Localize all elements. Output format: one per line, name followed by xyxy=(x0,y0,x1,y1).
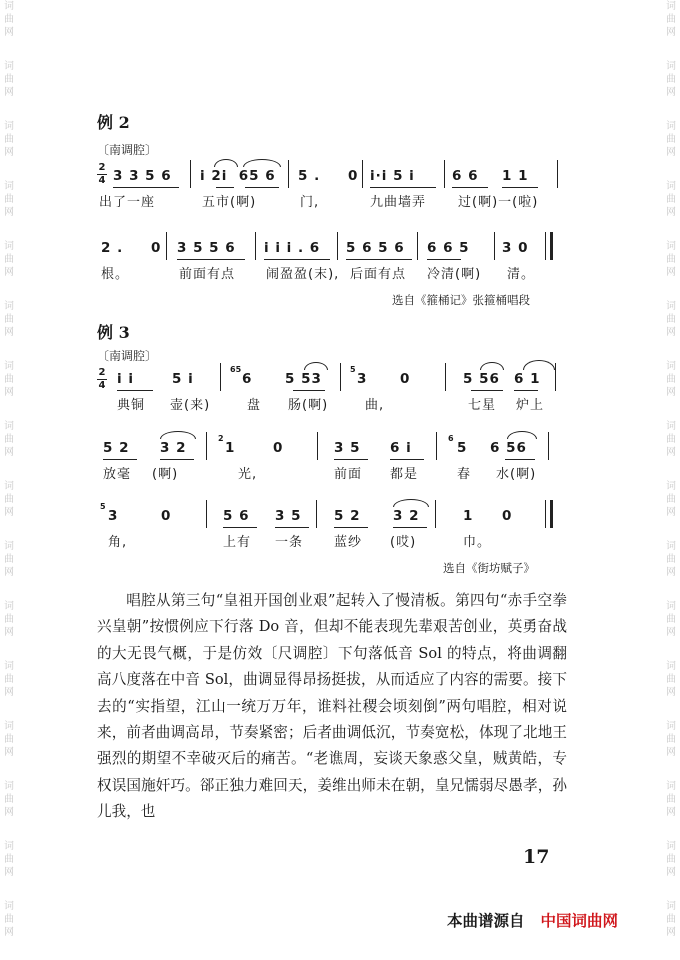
lyric-text: 都是 xyxy=(390,467,419,482)
beam-line xyxy=(390,459,424,460)
watermark-text: 词 曲 网 xyxy=(666,241,676,278)
note-group: 5 xyxy=(457,440,468,456)
slur-mark xyxy=(214,159,238,167)
slur-mark xyxy=(523,360,555,370)
lyric-text: 放毫 xyxy=(103,467,132,482)
lyric-text: (哎) xyxy=(390,535,417,550)
barline xyxy=(337,232,338,260)
example-3-system-2 xyxy=(97,432,559,482)
lyric-text: 曲, xyxy=(365,398,385,413)
watermark-text: 词 曲 网 xyxy=(666,541,676,578)
example-2-heading: 例 2 xyxy=(97,113,130,132)
note-group: 3 5 5 6 xyxy=(177,240,236,256)
lyric-text: 出了一座 xyxy=(99,195,156,210)
beam-line xyxy=(223,527,257,528)
slur-mark xyxy=(304,362,328,370)
barline xyxy=(444,160,445,188)
beam-line xyxy=(370,187,436,188)
example-2-source: 选自《箍桶记》张箍桶唱段 xyxy=(392,293,530,307)
lyric-text: 五市(啊) xyxy=(202,195,257,210)
example-3-source: 选自《街坊赋子》 xyxy=(443,561,535,575)
watermark-text: 词 曲 网 xyxy=(666,721,676,758)
beam-line xyxy=(514,390,538,391)
lyric-text: 门, xyxy=(300,195,320,210)
barline xyxy=(166,232,167,260)
note-group: 3 xyxy=(108,508,119,524)
lyric-text: 春 xyxy=(457,467,472,482)
barline xyxy=(190,160,191,188)
barline xyxy=(555,363,556,391)
note-group: 0 xyxy=(273,440,284,456)
note-group: 3 2 xyxy=(393,508,420,524)
note-group: 6 6 5 xyxy=(427,240,470,256)
note-group: 0 xyxy=(151,240,162,256)
note-group: 5 53 xyxy=(285,371,322,387)
watermark-text: 词 曲 网 xyxy=(4,781,14,818)
note-group: 1 xyxy=(225,440,236,456)
note-group: 6 6 xyxy=(452,168,479,184)
beam-line xyxy=(393,527,427,528)
watermark-text: 词 曲 网 xyxy=(666,781,676,818)
beam-line xyxy=(427,259,461,260)
final-barline xyxy=(550,232,553,260)
watermark-column-left xyxy=(0,0,18,960)
lyric-text: (啊) xyxy=(152,467,179,482)
slur-mark xyxy=(507,431,537,439)
watermark-text: 词 曲 网 xyxy=(4,721,14,758)
note-group: 5 2 xyxy=(334,508,361,524)
watermark-text: 词 曲 网 xyxy=(4,121,14,158)
watermark-text: 词 曲 网 xyxy=(4,241,14,278)
watermark-text: 词 曲 网 xyxy=(666,121,676,158)
lyric-text: 水(啊) xyxy=(496,467,537,482)
watermark-text: 词 曲 网 xyxy=(4,361,14,398)
note-group: 5 2 xyxy=(103,440,130,456)
barline xyxy=(206,432,207,460)
barline xyxy=(206,500,207,528)
lyric-text: 七星 xyxy=(468,398,497,413)
beam-line xyxy=(216,187,234,188)
beam-line xyxy=(505,459,535,460)
note-group: 0 xyxy=(502,508,513,524)
beam-line xyxy=(334,527,368,528)
lyric-text: 上有 xyxy=(223,535,252,550)
example-2-mode: 〔南调腔〕 xyxy=(97,143,158,157)
watermark-text: 词 曲 网 xyxy=(666,901,676,938)
beam-line xyxy=(293,390,325,391)
barline xyxy=(362,160,363,188)
barline xyxy=(494,232,495,260)
beam-line xyxy=(275,527,309,528)
example-3-heading: 例 3 xyxy=(97,323,130,342)
barline xyxy=(545,500,546,528)
slur-mark xyxy=(160,431,196,439)
beam-line xyxy=(245,187,279,188)
page-number: 17 xyxy=(523,846,550,868)
barline xyxy=(288,160,289,188)
time-signature: 2 4 xyxy=(98,367,106,391)
final-barline xyxy=(550,500,553,528)
lyric-text: 巾。 xyxy=(463,535,492,550)
watermark-text: 词 曲 网 xyxy=(666,361,676,398)
note-group: i i xyxy=(117,371,134,387)
example-3-system-3 xyxy=(97,500,559,550)
body-paragraph xyxy=(97,588,567,826)
note-group: 5 56 xyxy=(463,371,500,387)
lyric-text: 前面有点 xyxy=(179,267,236,282)
lyric-text: 清。 xyxy=(507,267,536,282)
lyric-text: 角, xyxy=(108,535,128,550)
watermark-text: 词 曲 网 xyxy=(666,841,676,878)
barline xyxy=(317,432,318,460)
watermark-text: 词 曲 网 xyxy=(666,601,676,638)
lyric-text: 根。 xyxy=(101,267,130,282)
note-group: 3 xyxy=(357,371,368,387)
note-group: 5 6 5 6 xyxy=(346,240,405,256)
watermark-text: 词 曲 网 xyxy=(666,61,676,98)
note-group: 6 1 xyxy=(514,371,541,387)
slur-mark xyxy=(243,159,281,167)
note-group: 3 5 xyxy=(275,508,302,524)
footer-source-credit xyxy=(447,909,618,931)
note-group: 0 xyxy=(400,371,411,387)
watermark-text: 词 曲 网 xyxy=(4,301,14,338)
note-group: 6 xyxy=(242,371,253,387)
lyric-text: 过(啊)一(啦) xyxy=(458,195,539,210)
grace-note: 65 xyxy=(230,365,242,374)
lyric-text: 肠(啊) xyxy=(288,398,329,413)
barline xyxy=(548,432,549,460)
beam-line xyxy=(334,459,368,460)
grace-note: 6 xyxy=(448,434,454,443)
beam-line xyxy=(452,187,488,188)
slur-mark xyxy=(480,362,504,370)
note-group: 3 5 xyxy=(334,440,361,456)
note-group: 6 56 xyxy=(490,440,527,456)
barline xyxy=(417,232,418,260)
watermark-text: 词 曲 网 xyxy=(4,421,14,458)
watermark-column-right xyxy=(662,0,680,960)
watermark-text: 词 曲 网 xyxy=(4,481,14,518)
beam-line xyxy=(160,459,194,460)
lyric-text: 冷清(啊) xyxy=(427,267,482,282)
watermark-text: 词 曲 网 xyxy=(4,61,14,98)
note-group: 6 i xyxy=(390,440,412,456)
note-group: 3 2 xyxy=(160,440,187,456)
lyric-text: 典铜 xyxy=(117,398,146,413)
barline xyxy=(316,500,317,528)
watermark-text: 词 曲 网 xyxy=(666,301,676,338)
beam-line xyxy=(346,259,412,260)
barline xyxy=(255,232,256,260)
grace-note: 5 xyxy=(350,365,356,374)
lyric-text: 炉上 xyxy=(516,398,545,413)
barline xyxy=(435,500,436,528)
example-2-system-1 xyxy=(97,160,559,210)
lyric-text: 后面有点 xyxy=(350,267,407,282)
barline xyxy=(220,363,221,391)
example-3-mode: 〔南调腔〕 xyxy=(97,349,158,363)
lyric-text: 壶(来) xyxy=(170,398,211,413)
note-group: 0 xyxy=(348,168,359,184)
beam-line xyxy=(117,390,153,391)
note-group: 5 i xyxy=(172,371,194,387)
note-group: i 2i 65 6 xyxy=(200,168,276,184)
note-group: 3 0 xyxy=(502,240,529,256)
lyric-text: 光, xyxy=(238,467,258,482)
note-group: 2 . xyxy=(101,240,124,256)
watermark-text: 词 曲 网 xyxy=(666,661,676,698)
note-group: 5 6 xyxy=(223,508,250,524)
slur-mark xyxy=(393,499,429,507)
example-2-system-2 xyxy=(97,232,559,282)
time-signature: 2 4 xyxy=(98,162,106,186)
watermark-text: 词 曲 网 xyxy=(4,1,14,38)
note-group: 1 xyxy=(463,508,474,524)
barline xyxy=(445,363,446,391)
barline xyxy=(545,232,546,260)
note-group: 0 xyxy=(161,508,172,524)
barline xyxy=(436,432,437,460)
watermark-text: 词 曲 网 xyxy=(4,541,14,578)
lyric-text: 蓝纱 xyxy=(334,535,363,550)
footer-prefix: 本曲谱源自 xyxy=(447,912,525,930)
beam-line xyxy=(113,187,179,188)
barline xyxy=(557,160,558,188)
watermark-text: 词 曲 网 xyxy=(666,421,676,458)
lyric-text: 前面 xyxy=(334,467,363,482)
lyric-text: 盘 xyxy=(247,398,262,413)
watermark-text: 词 曲 网 xyxy=(4,841,14,878)
watermark-text: 词 曲 网 xyxy=(666,1,676,38)
lyric-text: 九曲墙弄 xyxy=(370,195,427,210)
watermark-text: 词 曲 网 xyxy=(4,661,14,698)
note-group: 3 3 5 6 xyxy=(113,168,172,184)
beam-line xyxy=(471,390,503,391)
lyric-text: 一条 xyxy=(275,535,304,550)
beam-line xyxy=(103,459,137,460)
watermark-text: 词 曲 网 xyxy=(666,181,676,218)
grace-note: 5 xyxy=(100,502,106,511)
watermark-text: 词 曲 网 xyxy=(4,901,14,938)
watermark-text: 词 曲 网 xyxy=(4,181,14,218)
note-group: i i i . 6 xyxy=(264,240,321,256)
watermark-text: 词 曲 网 xyxy=(4,601,14,638)
grace-note: 2 xyxy=(218,434,224,443)
beam-line xyxy=(502,187,538,188)
note-group: 1 1 xyxy=(502,168,529,184)
beam-line xyxy=(177,259,245,260)
lyric-text: 闹盈盈(末), xyxy=(266,267,340,282)
barline xyxy=(340,363,341,391)
site-brand-link[interactable]: 中国词曲网 xyxy=(540,912,619,930)
watermark-text: 词 曲 网 xyxy=(666,481,676,518)
note-group: 5 . xyxy=(298,168,321,184)
note-group: i·i 5 i xyxy=(370,168,415,184)
paragraph-text: 唱腔从第三句“皇祖开国创业艰”起转入了慢清板。第四句“赤手空拳兴皇朝”按惯例应下行落 Do 音，但却不能表现先辈艰苦创业，英勇奋战的大无畏气概，于是仿效〔尺调腔〕下句落低音 Sol 的特点，将曲调翻高八度落在中音 Sol，曲调显得昂扬挺拔，从而适应了内容的需要。接下去的“实指望，江山一统万万年，谁料社稷会顷刻倒”两句唱腔，相对说来，前者曲调高昂，节奏紧密；后者曲调低沉，节奏宽松，体现了北地王强烈的期望不幸破灭后的痛苦。“老谯周，妄谈天象惑父皇，贼黄皓，专权误国施奸巧。郤正独力难回天，姜维出师未在朝，皇兄懦弱尽愚孝，孙儿我，也 xyxy=(97,592,567,821)
example-3-system-1 xyxy=(97,363,559,413)
beam-line xyxy=(264,259,330,260)
